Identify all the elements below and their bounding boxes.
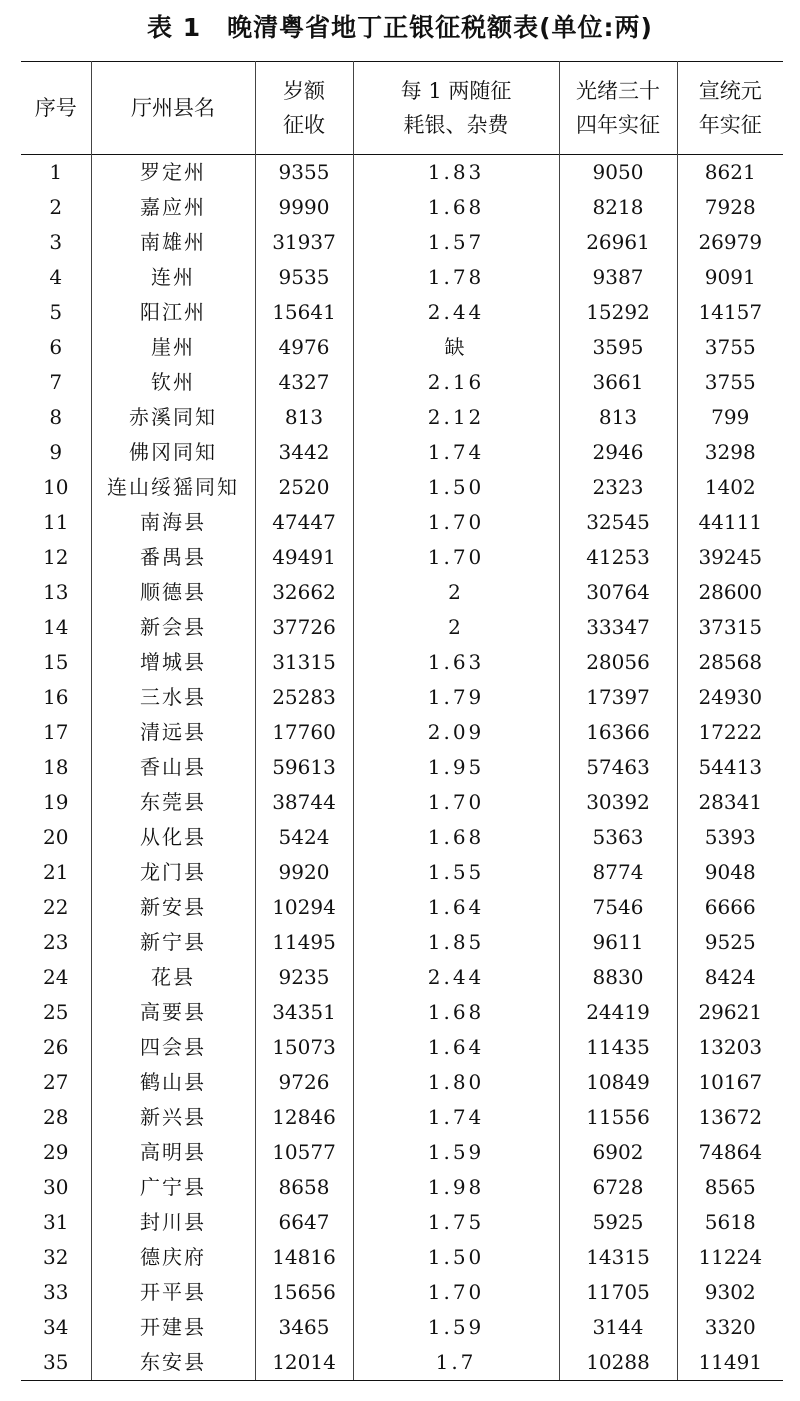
table-title [0,6,800,50]
cell-guangxu: 26961 [559,225,677,260]
cell-xuantong: 37315 [677,610,783,645]
cell-rate: 1.64 [353,890,559,925]
cell-xuantong: 9091 [677,260,783,295]
cell-name: 增城县 [91,645,255,680]
table-row [21,330,783,365]
cell-rate: 1.70 [353,785,559,820]
cell-seq: 9 [49,440,63,464]
cell-quota: 17760 [255,715,353,750]
cell-seq: 22 [43,895,69,919]
cell-quota: 9726 [255,1065,353,1100]
cell-quota: 10294 [255,890,353,925]
cell-quota: 9990 [255,190,353,225]
cell-quota: 34351 [255,995,353,1030]
cell-name: 顺德县 [91,575,255,610]
cell-xuantong: 3755 [677,330,783,365]
cell-xuantong: 11224 [677,1240,783,1275]
table-row [21,1030,783,1065]
cell-rate: 1.68 [353,820,559,855]
cell-quota: 31315 [255,645,353,680]
table-row [21,1170,783,1205]
cell-rate: 2.16 [353,365,559,400]
table-header [21,62,783,155]
cell-guangxu: 15292 [559,295,677,330]
cell-rate: 1.75 [353,1205,559,1240]
cell-name: 阳江州 [91,295,255,330]
cell-rate: 2 [353,610,559,645]
cell-quota: 49491 [255,540,353,575]
cell-xuantong: 9048 [677,855,783,890]
cell-guangxu: 11556 [559,1100,677,1135]
table-row [21,470,783,505]
cell-rate: 1.50 [353,1240,559,1275]
cell-guangxu: 5925 [559,1205,677,1240]
cell-quota: 2520 [255,470,353,505]
table-row [21,750,783,785]
header-xuantong-line2: 年实征 [698,113,762,137]
cell-name: 南海县 [91,505,255,540]
cell-guangxu: 41253 [559,540,677,575]
cell-name: 东莞县 [91,785,255,820]
cell-rate: 2.12 [353,400,559,435]
header-xuantong-line1: 宣统元 [698,79,762,103]
cell-guangxu: 813 [559,400,677,435]
cell-seq: 5 [49,300,63,324]
cell-name: 龙门县 [91,855,255,890]
cell-xuantong: 3320 [677,1310,783,1345]
cell-name: 封川县 [91,1205,255,1240]
cell-seq: 21 [43,860,69,884]
cell-rate: 1.50 [353,470,559,505]
cell-quota: 12014 [255,1345,353,1381]
table-row [21,890,783,925]
table-row [21,435,783,470]
cell-seq: 3 [49,230,63,254]
cell-rate: 2.09 [353,715,559,750]
cell-name: 新宁县 [91,925,255,960]
cell-name: 东安县 [91,1345,255,1381]
cell-quota: 4976 [255,330,353,365]
cell-guangxu: 33347 [559,610,677,645]
cell-name: 香山县 [91,750,255,785]
cell-name: 德庆府 [91,1240,255,1275]
cell-seq: 17 [43,720,69,744]
cell-xuantong: 17222 [677,715,783,750]
cell-rate: 1.70 [353,505,559,540]
cell-name: 三水县 [91,680,255,715]
table-row [21,1310,783,1345]
cell-quota: 15073 [255,1030,353,1065]
cell-seq: 33 [43,1280,69,1304]
cell-seq: 7 [49,370,63,394]
cell-rate: 1.74 [353,1100,559,1135]
cell-quota: 31937 [255,225,353,260]
cell-guangxu: 5363 [559,820,677,855]
table-row [21,925,783,960]
cell-guangxu: 3595 [559,330,677,365]
cell-guangxu: 8830 [559,960,677,995]
cell-quota: 11495 [255,925,353,960]
cell-name: 广宁县 [91,1170,255,1205]
cell-quota: 9920 [255,855,353,890]
cell-guangxu: 9387 [559,260,677,295]
cell-quota: 37726 [255,610,353,645]
cell-xuantong: 24930 [677,680,783,715]
cell-xuantong: 3755 [677,365,783,400]
cell-seq: 27 [43,1070,69,1094]
cell-seq: 25 [43,1000,69,1024]
cell-seq: 6 [49,335,63,359]
cell-name: 钦州 [91,365,255,400]
cell-guangxu: 10849 [559,1065,677,1100]
cell-name: 嘉应州 [91,190,255,225]
cell-xuantong: 10167 [677,1065,783,1100]
cell-guangxu: 9611 [559,925,677,960]
cell-quota: 38744 [255,785,353,820]
cell-xuantong: 44111 [677,505,783,540]
table-row [21,295,783,330]
cell-guangxu: 8774 [559,855,677,890]
cell-name: 番禺县 [91,540,255,575]
header-xuantong [677,62,783,155]
cell-rate: 1.64 [353,1030,559,1065]
table-row [21,575,783,610]
cell-seq: 14 [43,615,69,639]
cell-name: 崖州 [91,330,255,365]
cell-name: 四会县 [91,1030,255,1065]
cell-guangxu: 7546 [559,890,677,925]
cell-rate: 1.98 [353,1170,559,1205]
cell-seq: 31 [43,1210,69,1234]
cell-guangxu: 11435 [559,1030,677,1065]
table-body [21,155,783,1381]
cell-seq: 29 [43,1140,69,1164]
cell-xuantong: 8565 [677,1170,783,1205]
cell-quota: 4327 [255,365,353,400]
cell-rate: 2.44 [353,960,559,995]
cell-name: 新会县 [91,610,255,645]
cell-guangxu: 10288 [559,1345,677,1381]
cell-name: 开平县 [91,1275,255,1310]
cell-seq: 19 [43,790,69,814]
cell-seq: 24 [43,965,69,989]
cell-rate: 1.63 [353,645,559,680]
cell-rate: 1.59 [353,1310,559,1345]
cell-seq: 10 [43,475,69,499]
cell-xuantong: 799 [677,400,783,435]
table-row [21,1240,783,1275]
cell-seq: 35 [21,1345,91,1381]
cell-guangxu: 6902 [559,1135,677,1170]
cell-quota: 14816 [255,1240,353,1275]
cell-name: 高明县 [91,1135,255,1170]
header-name [91,62,255,155]
cell-guangxu: 30764 [559,575,677,610]
cell-quota: 47447 [255,505,353,540]
cell-seq: 8 [49,405,63,429]
cell-quota: 3442 [255,435,353,470]
table-row [21,1065,783,1100]
cell-xuantong: 1402 [677,470,783,505]
cell-seq: 1 [49,160,63,184]
cell-seq: 34 [43,1315,69,1339]
cell-guangxu: 28056 [559,645,677,680]
table-row [21,365,783,400]
header-seq [21,62,91,155]
cell-name: 高要县 [91,995,255,1030]
cell-xuantong: 6666 [677,890,783,925]
cell-guangxu: 32545 [559,505,677,540]
cell-rate: 1.55 [353,855,559,890]
table-number: 表 1 [147,13,202,42]
header-name-label: 厅州县名 [131,96,215,120]
cell-seq: 13 [43,580,69,604]
cell-xuantong: 8424 [677,960,783,995]
table-row [21,645,783,680]
cell-xuantong: 8621 [677,155,783,191]
cell-name: 新兴县 [91,1100,255,1135]
cell-quota: 15641 [255,295,353,330]
cell-guangxu: 57463 [559,750,677,785]
table-row [21,1275,783,1310]
cell-xuantong: 74864 [677,1135,783,1170]
cell-guangxu: 8218 [559,190,677,225]
cell-guangxu: 3661 [559,365,677,400]
header-rate-line2: 耗银、杂费 [403,113,509,137]
cell-guangxu: 2946 [559,435,677,470]
cell-quota: 9235 [255,960,353,995]
cell-rate: 1.80 [353,1065,559,1100]
table-row [21,995,783,1030]
cell-seq: 20 [43,825,69,849]
cell-guangxu: 16366 [559,715,677,750]
cell-quota: 32662 [255,575,353,610]
cell-rate: 1.70 [353,540,559,575]
cell-name: 南雄州 [91,225,255,260]
table-row [21,1205,783,1240]
header-guangxu-line1: 光绪三十 [576,79,660,103]
table-row [21,1100,783,1135]
cell-guangxu: 11705 [559,1275,677,1310]
cell-rate: 1.59 [353,1135,559,1170]
header-rate [353,62,559,155]
table-row [21,505,783,540]
cell-name: 新安县 [91,890,255,925]
cell-xuantong: 9525 [677,925,783,960]
cell-xuantong: 39245 [677,540,783,575]
cell-name: 从化县 [91,820,255,855]
table-row [21,400,783,435]
cell-seq: 16 [43,685,69,709]
tax-table-container [21,61,783,1381]
cell-guangxu: 2323 [559,470,677,505]
header-quota [255,62,353,155]
cell-rate: 2.44 [353,295,559,330]
cell-xuantong: 9302 [677,1275,783,1310]
cell-name: 连州 [91,260,255,295]
cell-xuantong: 13203 [677,1030,783,1065]
cell-guangxu: 24419 [559,995,677,1030]
cell-quota: 59613 [255,750,353,785]
cell-name: 佛冈同知 [91,435,255,470]
table-row [21,680,783,715]
cell-guangxu: 9050 [559,155,677,191]
cell-name: 清远县 [91,715,255,750]
cell-seq: 18 [43,755,69,779]
header-quota-line1: 岁额 [283,79,325,103]
header-seq-label: 序号 [34,96,77,120]
cell-xuantong: 28341 [677,785,783,820]
cell-xuantong: 5393 [677,820,783,855]
table-row [21,1345,783,1381]
table-row [21,540,783,575]
cell-seq: 12 [43,545,69,569]
table-row [21,190,783,225]
header-row [21,62,783,155]
cell-xuantong: 54413 [677,750,783,785]
cell-seq: 4 [49,265,63,289]
cell-xuantong: 14157 [677,295,783,330]
cell-quota: 25283 [255,680,353,715]
cell-rate: 1.83 [353,155,559,191]
cell-guangxu: 14315 [559,1240,677,1275]
cell-xuantong: 3298 [677,435,783,470]
cell-xuantong: 13672 [677,1100,783,1135]
tax-table [21,61,783,1381]
cell-quota: 3465 [255,1310,353,1345]
cell-xuantong: 26979 [677,225,783,260]
cell-rate: 1.68 [353,995,559,1030]
cell-rate: 1.7 [353,1345,559,1381]
table-row [21,820,783,855]
cell-quota: 9535 [255,260,353,295]
table-row [21,155,783,191]
cell-name: 开建县 [91,1310,255,1345]
header-rate-line1: 每 1 两随征 [400,79,512,103]
table-row [21,855,783,890]
cell-seq: 32 [43,1245,69,1269]
cell-name: 鹤山县 [91,1065,255,1100]
cell-xuantong: 28600 [677,575,783,610]
cell-rate: 1.74 [353,435,559,470]
cell-seq: 30 [43,1175,69,1199]
cell-name: 花县 [91,960,255,995]
table-row [21,225,783,260]
cell-xuantong: 11491 [677,1345,783,1381]
cell-rate: 1.95 [353,750,559,785]
cell-quota: 15656 [255,1275,353,1310]
table-row [21,260,783,295]
table-row [21,1135,783,1170]
cell-guangxu: 30392 [559,785,677,820]
cell-rate: 1.78 [353,260,559,295]
cell-name: 赤溪同知 [91,400,255,435]
cell-name: 连山绥猺同知 [91,470,255,505]
table-row [21,785,783,820]
cell-xuantong: 28568 [677,645,783,680]
cell-xuantong: 7928 [677,190,783,225]
cell-seq: 11 [43,510,69,534]
table-row [21,715,783,750]
cell-name: 罗定州 [91,155,255,191]
cell-quota: 10577 [255,1135,353,1170]
cell-quota: 6647 [255,1205,353,1240]
cell-guangxu: 3144 [559,1310,677,1345]
cell-seq: 28 [43,1105,69,1129]
table-title-text: 晚清粤省地丁正银征税额表(单位:两) [227,13,653,42]
cell-guangxu: 6728 [559,1170,677,1205]
cell-seq: 2 [49,195,63,219]
cell-quota: 8658 [255,1170,353,1205]
cell-seq: 23 [43,930,69,954]
cell-quota: 813 [255,400,353,435]
cell-rate: 2 [353,575,559,610]
cell-rate: 1.85 [353,925,559,960]
cell-rate: 1.70 [353,1275,559,1310]
cell-rate: 1.79 [353,680,559,715]
cell-xuantong: 5618 [677,1205,783,1240]
header-guangxu-line2: 四年实征 [576,113,660,137]
cell-quota: 5424 [255,820,353,855]
header-quota-line2: 征收 [283,113,325,137]
cell-quota: 9355 [255,155,353,191]
cell-rate: 1.57 [353,225,559,260]
table-row [21,610,783,645]
cell-rate: 缺 [353,330,559,365]
cell-quota: 12846 [255,1100,353,1135]
cell-guangxu: 17397 [559,680,677,715]
cell-seq: 15 [43,650,69,674]
table-row [21,960,783,995]
cell-seq: 26 [43,1035,69,1059]
cell-rate: 1.68 [353,190,559,225]
cell-xuantong: 29621 [677,995,783,1030]
header-guangxu [559,62,677,155]
